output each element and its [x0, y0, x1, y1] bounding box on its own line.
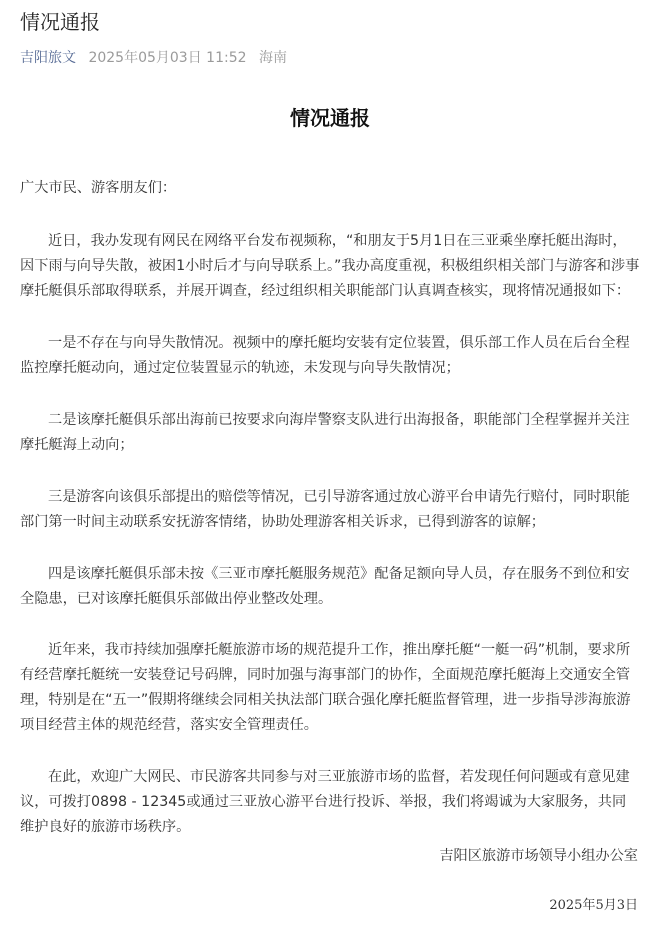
paragraph-finding-4: 四是该摩托艇俱乐部未按《三亚市摩托艇服务规范》配备足额向导人员，存在服务不到位和安全隐患，已对该摩托艇俱乐部做出停业整改处理。: [20, 566, 630, 607]
account-name-link[interactable]: 吉阳旅文: [20, 50, 76, 66]
paragraph-finding-3: 三是游客向该俱乐部提出的赔偿等情况，已引导游客通过放心游平台申请先行赔付，同时职能部门第一时间主动联系安抚游客情绪，协助处理游客相关诉求，已得到游客的谅解；: [20, 489, 630, 530]
publish-location: 海南: [258, 50, 287, 66]
article-meta: [20, 48, 287, 68]
paragraph-closing: 在此，欢迎广大网民、市民游客共同参与对三亚旅游市场的监督，若发现任何问题或有意见建议，可拨打0898 - 12345或通过三亚放心游平台进行投诉、举报，我们将竭诚为大家服务，共同维护良好的旅游市场秩序。: [20, 769, 630, 835]
paragraph-intro: 近日，我办发现有网民在网络平台发布视频称，“和朋友于5月1日在三亚乘坐摩托艇出海时，因下雨与向导失散，被困1小时后才与向导联系上。”我办高度重视，积极组织相关部门与游客和涉事摩托艇俱乐部取得联系，并展开调查，经过组织相关职能部门认真调查核实，现将情况通报如下：: [20, 233, 640, 299]
signature: 吉阳区旅游市场领导小组办公室: [439, 848, 638, 864]
publish-time: 2025年05月03日 11:52: [88, 50, 247, 66]
paragraph-finding-2: 二是该摩托艇俱乐部出海前已按要求向海岸警察支队进行出海报备，职能部门全程掌握并关注摩托艇海上动向；: [20, 412, 630, 453]
paragraph-finding-1: 一是不存在与向导失散情况。视频中的摩托艇均安装有定位装置，俱乐部工作人员在后台全程监控摩托艇动向，通过定位装置显示的轨迹，未发现与向导失散情况；: [20, 335, 630, 376]
paragraph-measures: 近年来，我市持续加强摩托艇旅游市场的规范提升工作，推出摩托艇“一艇一码”机制，要求所有经营摩托艇统一安装登记号码牌，同时加强与海事部门的协作，全面规范摩托艇海上交通安全管理，特别是在“五一”假期将继续会同相关执法部门联合强化摩托艇监督管理，进一步指导涉海旅游项目经营主体的规范经营，落实安全管理责任。: [20, 642, 631, 733]
document-date: 2025年5月3日: [549, 898, 638, 913]
page-title: 情况通报: [20, 10, 100, 34]
salutation: 广大市民、游客朋友们：: [20, 180, 177, 196]
document-title: 情况通报: [290, 106, 370, 130]
